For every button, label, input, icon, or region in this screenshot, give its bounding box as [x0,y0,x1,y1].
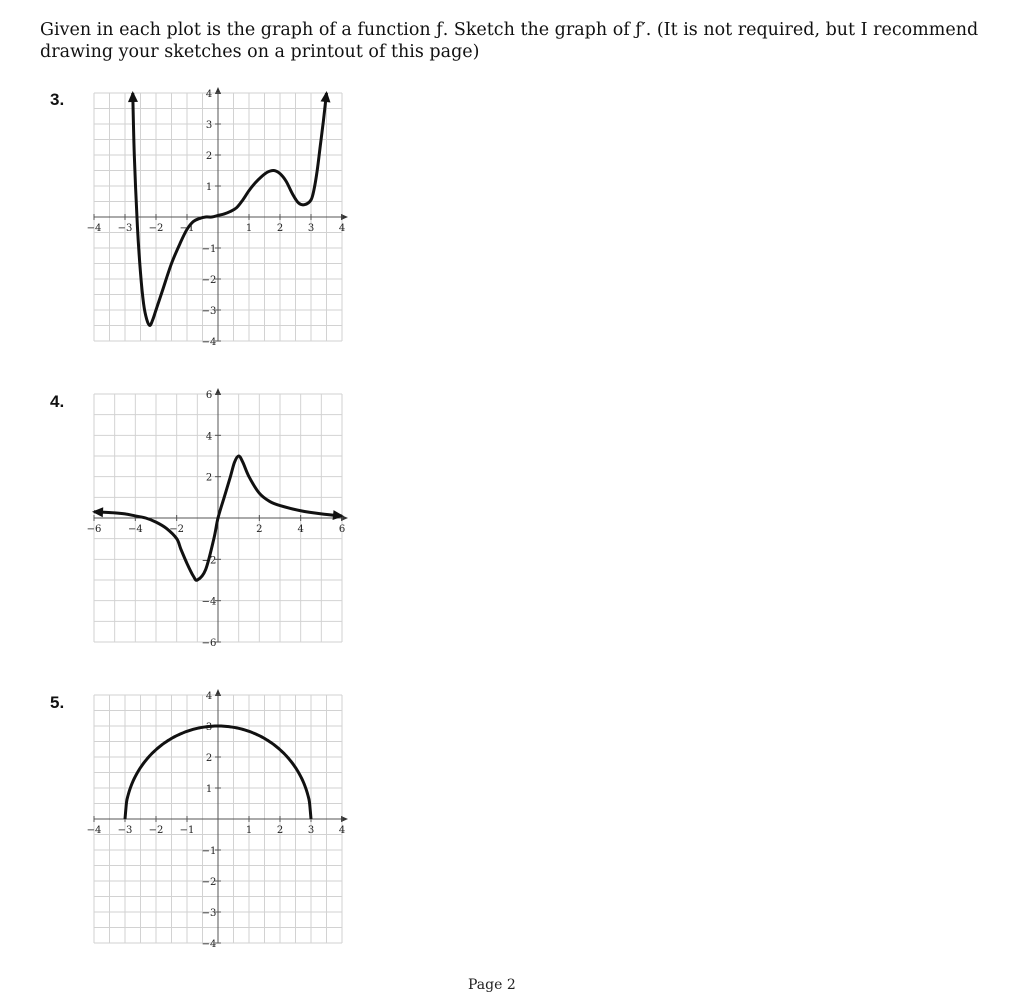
y-tick-label: −3 [201,908,217,919]
x-tick-label: −4 [86,223,102,234]
y-tick-label: −3 [201,306,217,317]
x-tick-label: −4 [86,825,102,836]
x-tick-label: −1 [179,825,195,836]
y-tick-label: −4 [201,596,217,608]
y-tick-label: 4 [205,691,213,702]
plot-problem-4 [80,386,352,649]
y-tick-label: 2 [205,151,213,162]
y-tick-label: −2 [201,877,217,888]
y-tick-label: −1 [201,244,217,255]
problem-number-4: 4. [50,392,65,411]
y-tick-label: 4 [205,431,213,443]
y-tick-label: 1 [205,784,213,795]
y-tick-label: −1 [201,846,217,857]
y-tick-label: 1 [205,182,213,193]
problem-number-5: 5. [50,693,65,712]
instructions-text: Given in each plot is the graph of a function ƒ. Sketch the graph of ƒ′. (It is not required, but I recommend drawing your sketches on a printout of this page) [40,20,979,62]
x-tick-label: −2 [169,524,185,535]
x-tick-label: 3 [307,825,315,836]
x-tick-label: 1 [245,825,253,836]
function-curve [133,93,327,326]
y-tick-label: −4 [201,939,217,950]
x-tick-label: −1 [179,223,195,234]
y-tick-label: −6 [201,638,217,649]
x-tick-label: 4 [338,825,346,836]
axes [87,689,348,950]
y-tick-label: −4 [201,337,217,348]
y-tick-label: 6 [205,390,213,401]
x-tick-label: 6 [338,524,346,535]
y-tick-label: −2 [201,555,217,567]
problem-number-3: 3. [50,90,65,109]
x-tick-label: 4 [297,524,304,535]
plot-problem-3 [80,85,352,348]
y-tick-label: 4 [205,89,213,100]
y-tick-label: 3 [205,120,213,131]
x-tick-label: −4 [127,524,143,535]
page-footer: Page 2 [468,977,516,993]
x-tick-label: 2 [256,524,263,535]
x-tick-label: −3 [117,825,133,836]
x-tick-label: 3 [307,223,315,234]
x-tick-label: −3 [117,223,133,234]
x-tick-label: −2 [148,223,164,234]
x-tick-label: 1 [245,223,253,234]
plot-problem-5 [80,687,352,950]
x-tick-label: 2 [276,825,284,836]
x-tick-label: −6 [86,524,102,535]
x-tick-label: 4 [338,223,346,234]
x-tick-label: −2 [148,825,164,836]
y-tick-label: 3 [205,722,213,733]
y-tick-label: 2 [205,472,213,484]
x-tick-label: 2 [276,223,284,234]
axes [87,87,348,348]
y-tick-label: 2 [205,753,213,764]
y-tick-label: −2 [201,275,217,286]
